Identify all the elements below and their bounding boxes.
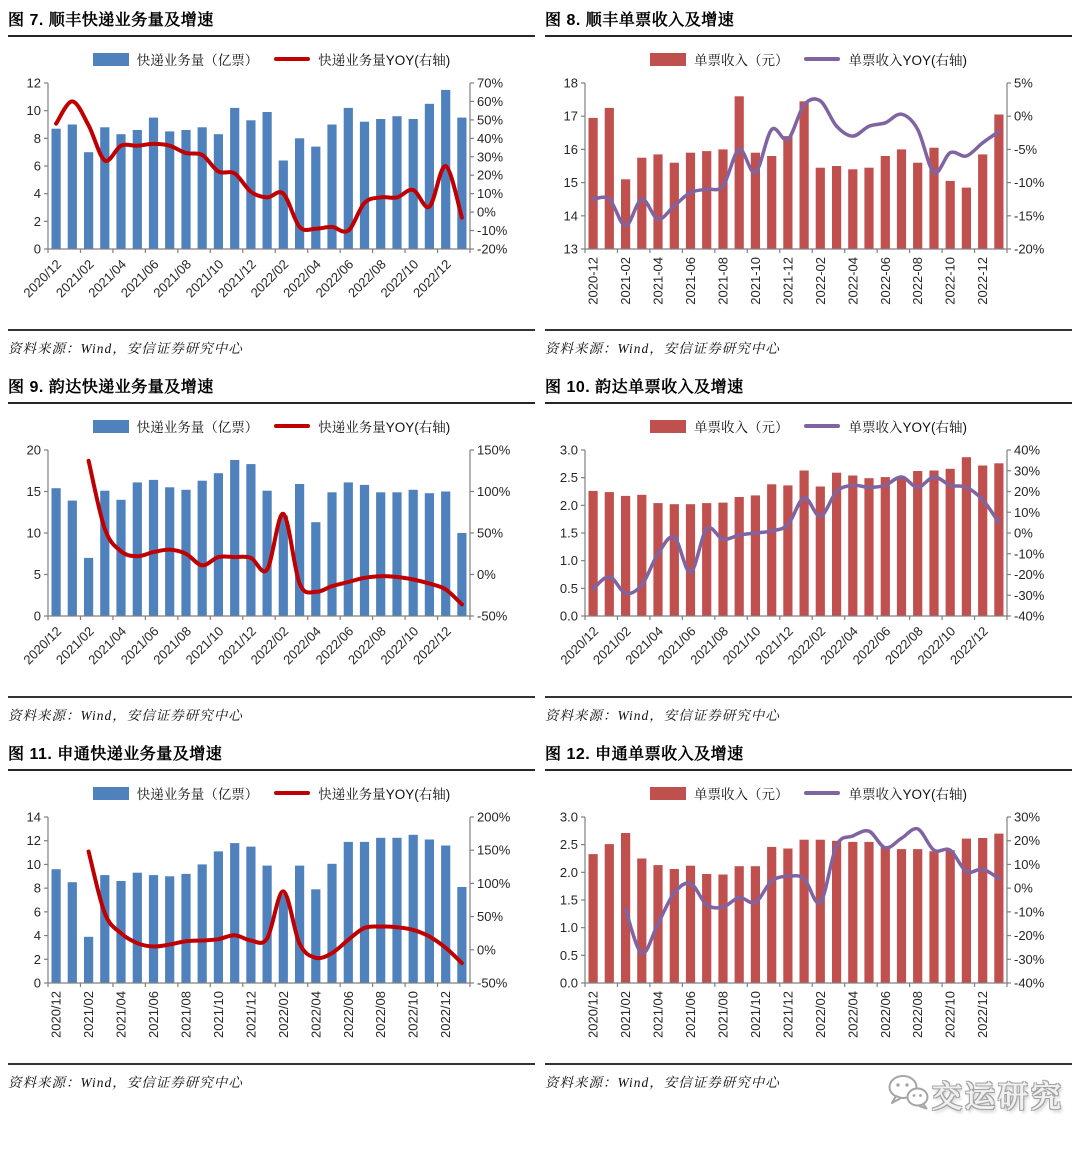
svg-text:50%: 50% [477,112,504,128]
svg-text:2020/12: 2020/12 [557,623,602,668]
svg-text:2021/04: 2021/04 [113,991,129,1038]
svg-text:2022/10: 2022/10 [942,991,958,1038]
svg-text:100%: 100% [477,484,511,499]
svg-text:2022/12: 2022/12 [409,623,454,668]
charts-grid [8,4,1072,1105]
svg-text:2.0: 2.0 [559,497,578,513]
source-note: 资料来源：Wind，安信证券研究中心 [8,696,535,724]
svg-text:20: 20 [26,442,41,458]
chart-canvas [8,75,535,329]
svg-text:2022/08: 2022/08 [344,256,389,301]
panel-fig11 [8,738,535,1091]
svg-text:2022/12: 2022/12 [946,623,991,668]
svg-text:2021/12: 2021/12 [243,991,259,1038]
legend-line-label: 单票收入YOY(右轴) [848,53,967,68]
svg-text:10%: 10% [1014,504,1041,520]
svg-text:3.0: 3.0 [559,809,578,825]
svg-text:2021/06: 2021/06 [654,623,699,668]
svg-text:4: 4 [33,186,41,202]
svg-text:2021/04: 2021/04 [85,623,130,668]
panel-fig8 [545,4,1072,357]
source-note: 资料来源：Wind，安信证券研究中心 [8,1063,535,1091]
figure-title: 图 8. 顺丰单票收入及增速 [545,4,1072,37]
svg-text:2022/08: 2022/08 [881,623,926,668]
svg-text:-10%: -10% [477,223,508,239]
svg-text:0%: 0% [1014,525,1033,541]
svg-text:-10%: -10% [1014,546,1045,562]
legend-bar-swatch [650,53,686,66]
svg-text:2022-04: 2022-04 [845,257,861,305]
svg-text:2021/10: 2021/10 [719,623,764,668]
svg-text:-50%: -50% [477,608,508,624]
svg-text:0: 0 [33,241,41,257]
legend-line-label: 快递业务量YOY(右轴) [318,53,451,68]
svg-text:2022/02: 2022/02 [784,623,829,668]
svg-text:2021/12: 2021/12 [215,256,260,301]
svg-text:2021/02: 2021/02 [52,256,97,301]
svg-text:-40%: -40% [1014,975,1045,991]
svg-text:2.0: 2.0 [559,864,578,880]
svg-text:1.0: 1.0 [559,553,578,569]
svg-text:2022-08: 2022-08 [910,257,926,305]
svg-text:5%: 5% [1014,75,1033,91]
legend-bar-label: 单票收入（元） [693,420,789,435]
watermark-text: 交运研究 [932,1081,1064,1114]
chart-canvas [545,442,1072,696]
svg-text:2022/06: 2022/06 [312,256,357,301]
svg-text:-10%: -10% [1014,904,1045,920]
svg-text:2021/10: 2021/10 [747,991,763,1038]
svg-text:-50%: -50% [477,975,508,991]
svg-text:2021/06: 2021/06 [117,256,162,301]
legend-bar-swatch [93,420,129,433]
svg-text:-20%: -20% [477,241,508,257]
svg-text:0%: 0% [1014,880,1033,896]
svg-text:2021/08: 2021/08 [178,991,194,1038]
svg-text:2020/12: 2020/12 [48,991,64,1038]
svg-text:-40%: -40% [1014,608,1045,624]
svg-text:0.0: 0.0 [559,975,578,991]
svg-text:2022/10: 2022/10 [405,991,421,1038]
svg-text:-10%: -10% [1014,175,1045,191]
svg-text:2021/10: 2021/10 [182,256,227,301]
svg-text:2022/06: 2022/06 [340,991,356,1038]
svg-text:10%: 10% [477,186,504,202]
svg-text:15: 15 [26,484,41,499]
panel-fig10 [545,371,1072,724]
svg-text:-20%: -20% [1014,928,1045,944]
svg-text:0.5: 0.5 [559,580,578,596]
svg-text:30%: 30% [1014,463,1041,479]
source-note: 资料来源：Wind，安信证券研究中心 [545,1063,1072,1091]
svg-text:2021/06: 2021/06 [146,991,161,1038]
svg-text:1.5: 1.5 [559,525,578,541]
chart-canvas [545,75,1072,329]
svg-text:40%: 40% [477,130,504,146]
svg-text:5: 5 [33,567,41,582]
svg-text:10: 10 [26,856,41,872]
legend [8,49,535,69]
svg-text:6: 6 [33,904,41,920]
svg-text:2021/06: 2021/06 [683,991,698,1038]
svg-text:2021/12: 2021/12 [215,623,260,668]
svg-text:100%: 100% [477,875,511,891]
legend-line-swatch [804,57,840,61]
svg-text:2021/04: 2021/04 [622,623,667,668]
figure-title: 图 9. 韵达快递业务量及增速 [8,371,535,404]
svg-text:40%: 40% [1014,442,1041,458]
svg-text:14: 14 [26,809,41,825]
svg-text:2021/04: 2021/04 [85,256,130,301]
svg-text:15: 15 [563,175,578,191]
svg-text:2022/06: 2022/06 [877,991,893,1038]
svg-text:0%: 0% [477,567,496,582]
legend-line-swatch [274,791,310,795]
svg-text:2021-12: 2021-12 [780,257,796,305]
svg-text:2021/12: 2021/12 [752,623,797,668]
svg-text:2022/04: 2022/04 [308,991,324,1038]
svg-text:0: 0 [33,608,41,624]
svg-text:-5%: -5% [1014,141,1038,157]
svg-text:30%: 30% [477,149,504,165]
svg-text:2022/02: 2022/02 [275,991,291,1038]
svg-text:2022/08: 2022/08 [373,991,389,1038]
svg-text:8: 8 [33,130,41,146]
figure-title: 图 12. 申通单票收入及增速 [545,738,1072,771]
svg-text:50%: 50% [477,909,504,925]
svg-text:2021/02: 2021/02 [81,991,97,1038]
svg-text:2021/08: 2021/08 [687,623,732,668]
svg-text:10: 10 [26,525,41,541]
legend [8,416,535,436]
legend [545,49,1072,69]
legend-bar-swatch [93,787,129,800]
svg-text:2022/08: 2022/08 [344,623,389,668]
panel-fig9 [8,371,535,724]
legend-line-swatch [274,57,310,61]
svg-text:6: 6 [33,158,41,174]
svg-text:1.0: 1.0 [559,920,578,936]
svg-text:2022/10: 2022/10 [377,623,422,668]
svg-text:50%: 50% [477,525,504,541]
svg-text:60%: 60% [477,93,504,109]
svg-text:70%: 70% [477,75,504,91]
svg-text:2020-12: 2020-12 [585,257,601,305]
legend-bar-label: 快递业务量（亿票） [136,53,259,68]
svg-text:2021/08: 2021/08 [150,623,195,668]
source-note: 资料来源：Wind，安信证券研究中心 [545,696,1072,724]
wechat-icon [886,1073,930,1116]
legend-bar-swatch [93,53,129,66]
svg-text:2021/10: 2021/10 [210,991,226,1038]
svg-text:2021-02: 2021-02 [618,257,634,305]
svg-text:2021-06: 2021-06 [683,257,698,305]
svg-text:18: 18 [563,75,578,91]
svg-text:2022/04: 2022/04 [280,623,324,668]
svg-text:2022/08: 2022/08 [910,991,926,1038]
svg-text:2.5: 2.5 [559,470,578,486]
watermark [886,1072,1064,1116]
svg-text:0%: 0% [1014,108,1033,124]
svg-text:12: 12 [26,75,41,91]
svg-text:2022/06: 2022/06 [849,623,894,668]
svg-text:3.0: 3.0 [559,442,578,458]
chart-canvas [8,442,535,696]
svg-text:2022/02: 2022/02 [247,623,292,668]
svg-text:30%: 30% [1014,809,1041,825]
legend-line-swatch [804,791,840,795]
source-note: 资料来源：Wind，安信证券研究中心 [545,329,1072,357]
svg-text:1.5: 1.5 [559,892,578,908]
svg-text:2021/10: 2021/10 [182,623,227,668]
svg-text:2022/10: 2022/10 [914,623,959,668]
legend-line-swatch [804,424,840,428]
svg-text:0%: 0% [477,942,496,958]
svg-text:20%: 20% [1014,484,1041,499]
svg-text:10: 10 [26,103,41,119]
svg-text:2021-10: 2021-10 [747,257,763,305]
figure-title: 图 7. 顺丰快递业务量及增速 [8,4,535,37]
svg-text:-30%: -30% [1014,587,1045,603]
svg-text:200%: 200% [477,809,511,825]
svg-text:2021/12: 2021/12 [780,991,796,1038]
legend-bar-label: 快递业务量（亿票） [136,420,259,435]
legend-bar-swatch [650,787,686,800]
legend-bar-label: 快递业务量（亿票） [136,787,259,802]
svg-text:2: 2 [33,213,41,229]
svg-text:2022-02: 2022-02 [812,257,828,305]
legend-line-swatch [274,424,310,428]
svg-text:4: 4 [33,928,41,944]
svg-text:2021/04: 2021/04 [650,991,666,1038]
svg-text:12: 12 [26,833,41,849]
svg-text:2022/12: 2022/12 [438,991,454,1038]
figure-title: 图 11. 申通快递业务量及增速 [8,738,535,771]
legend [545,783,1072,803]
svg-text:2022/02: 2022/02 [247,256,292,301]
svg-text:2022/04: 2022/04 [845,991,861,1038]
chart-canvas [545,809,1072,1063]
svg-text:13: 13 [563,241,578,257]
legend-bar-swatch [650,420,686,433]
svg-text:20%: 20% [1014,833,1041,849]
svg-text:20%: 20% [477,167,504,183]
legend-bar-label: 单票收入（元） [693,53,789,68]
svg-text:150%: 150% [477,842,511,858]
legend [8,783,535,803]
svg-text:2022/04: 2022/04 [817,623,861,668]
svg-text:8: 8 [33,880,41,896]
svg-text:0.0: 0.0 [559,608,578,624]
svg-text:150%: 150% [477,442,511,458]
svg-text:2: 2 [33,951,41,967]
svg-text:2.5: 2.5 [559,837,578,853]
svg-text:10%: 10% [1014,856,1041,872]
svg-text:-30%: -30% [1014,951,1045,967]
svg-text:2021/06: 2021/06 [117,623,162,668]
legend-line-label: 单票收入YOY(右轴) [848,420,967,435]
svg-text:2021-04: 2021-04 [650,257,666,305]
svg-text:2022/04: 2022/04 [280,256,324,301]
legend-line-label: 单票收入YOY(右轴) [848,787,967,802]
legend-line-label: 快递业务量YOY(右轴) [318,787,451,802]
svg-text:2021/02: 2021/02 [589,623,634,668]
figure-title: 图 10. 韵达单票收入及增速 [545,371,1072,404]
svg-text:2022-10: 2022-10 [942,257,958,305]
svg-text:2021/08: 2021/08 [715,991,731,1038]
svg-text:2022-06: 2022-06 [877,257,893,305]
svg-text:-20%: -20% [1014,567,1045,582]
svg-text:2020/12: 2020/12 [20,256,65,301]
svg-text:14: 14 [563,208,578,224]
svg-text:2021/02: 2021/02 [618,991,634,1038]
svg-text:2020/12: 2020/12 [20,623,65,668]
svg-text:17: 17 [563,108,578,124]
svg-text:16: 16 [563,141,578,157]
svg-text:-20%: -20% [1014,241,1045,257]
svg-text:2020/12: 2020/12 [585,991,601,1038]
legend-line-label: 快递业务量YOY(右轴) [318,420,451,435]
svg-text:2021/08: 2021/08 [150,256,195,301]
source-note: 资料来源：Wind，安信证券研究中心 [8,329,535,357]
svg-text:2022/06: 2022/06 [312,623,357,668]
panel-fig12 [545,738,1072,1091]
legend [545,416,1072,436]
svg-text:2021/02: 2021/02 [52,623,97,668]
legend-bar-label: 单票收入（元） [693,787,789,802]
svg-text:0.5: 0.5 [559,947,578,963]
svg-text:2021-08: 2021-08 [715,257,731,305]
panel-fig7 [8,4,535,357]
svg-text:2022/02: 2022/02 [812,991,828,1038]
svg-text:2022-12: 2022-12 [975,257,991,305]
svg-text:2022/10: 2022/10 [377,256,422,301]
svg-text:0: 0 [33,975,41,991]
chart-canvas [8,809,535,1063]
svg-text:-15%: -15% [1014,208,1045,224]
svg-text:2022/12: 2022/12 [975,991,991,1038]
svg-text:2022/12: 2022/12 [409,256,454,301]
svg-text:0%: 0% [477,204,496,220]
